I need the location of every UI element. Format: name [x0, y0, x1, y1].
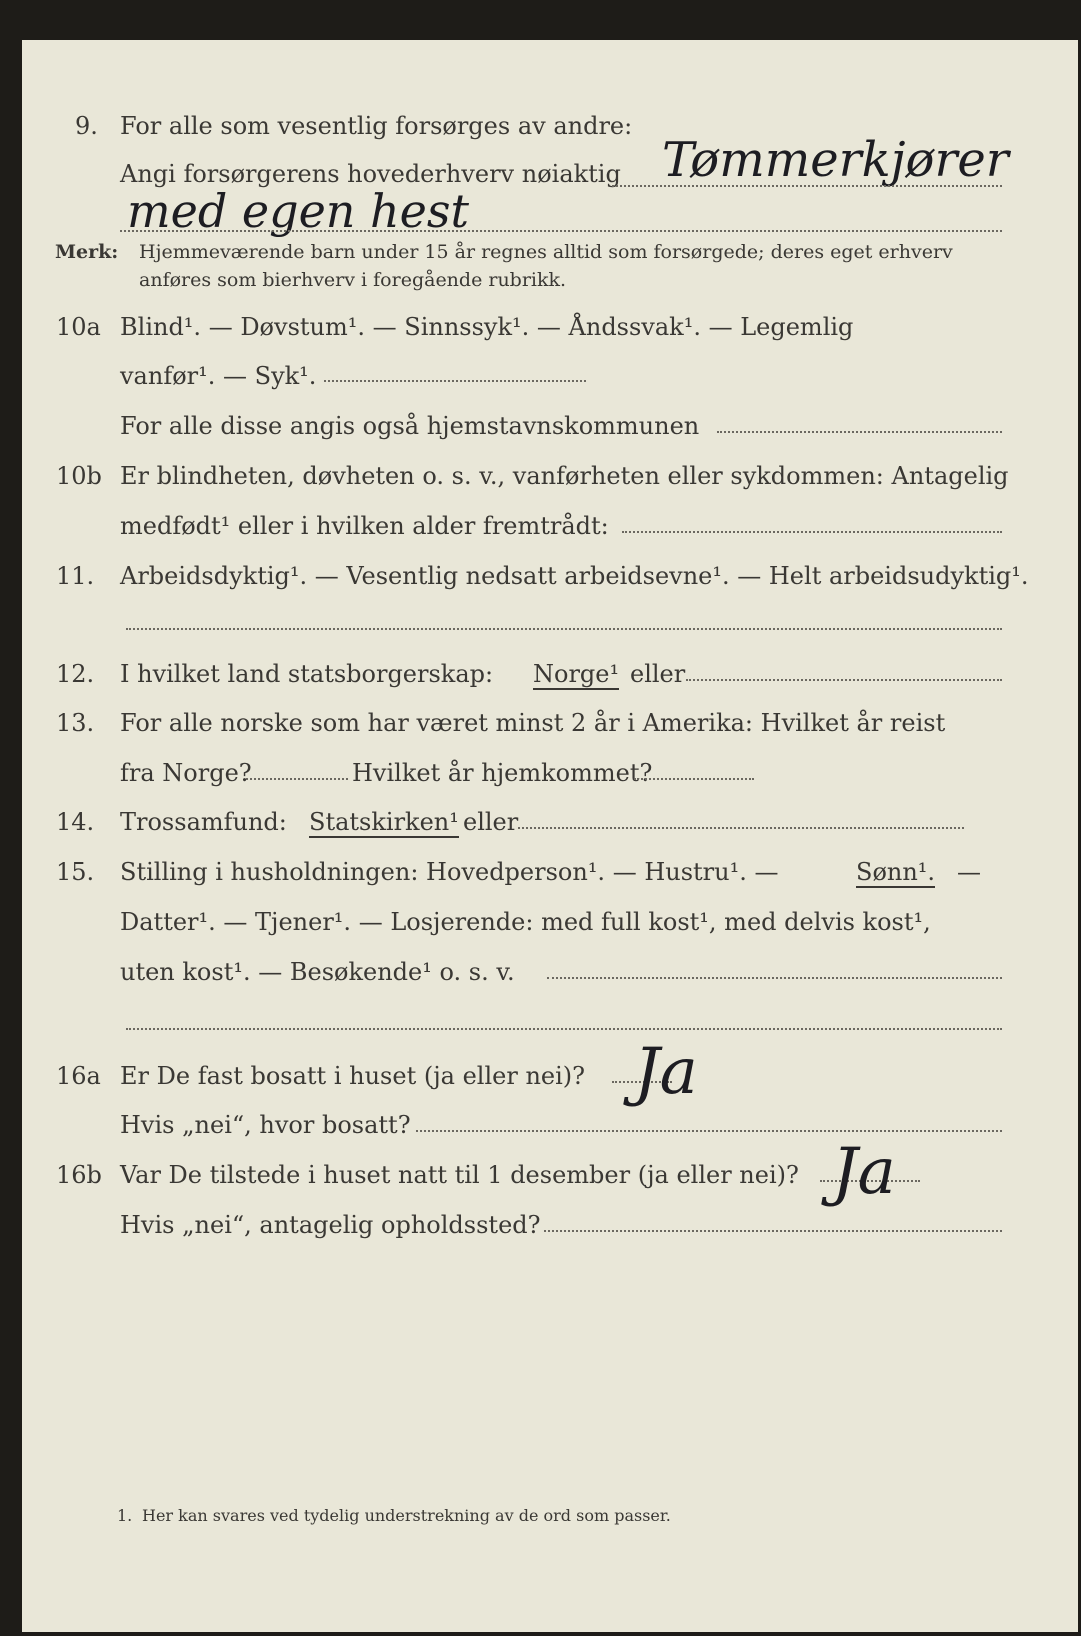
q16a-line1: Er De fast bosatt i huset (ja eller nei)?	[120, 1062, 586, 1090]
q15-line1a: Stilling i husholdningen: Hovedperson¹. — Hustru¹. —	[120, 858, 779, 886]
q14-number: 14.	[56, 808, 95, 836]
merk-label: Merk:	[55, 241, 119, 263]
q9-dotted-line-1	[612, 185, 1002, 187]
footnote-mark: 1.	[117, 1506, 133, 1525]
q10b-line2: medfødt¹ eller i hvilken alder fremtrådt:	[120, 512, 609, 540]
q15-line3: uten kost¹. — Besøkende¹ o. s. v.	[120, 958, 515, 986]
q11-number: 11.	[56, 562, 95, 590]
q12-choice-norge: Norge¹	[533, 660, 620, 688]
q16a-line2: Hvis „nei“, hvor bosatt?	[120, 1111, 411, 1139]
q9-line1: For alle som vesentlig forsørges av andre:	[120, 112, 633, 140]
footnote-text: Her kan svares ved tydelig understrekning av de ord som passer.	[142, 1506, 671, 1525]
q12-dotted-line	[686, 679, 1002, 681]
q13-line1: For alle norske som har været minst 2 år i Amerika: Hvilket år reist	[120, 709, 946, 737]
q9-dotted-line-2	[120, 230, 1002, 232]
q9-number: 9.	[75, 112, 98, 140]
q13-line2a: fra Norge?	[120, 759, 252, 787]
q11-dotted-line	[126, 628, 1002, 630]
q16a-number: 16a	[56, 1062, 101, 1090]
q13-line2b: Hvilket år hjemkommet?	[352, 759, 653, 787]
q10b-line1: Er blindheten, døvheten o. s. v., vanførheten eller sykdommen: Antagelig	[120, 462, 1009, 490]
q14-dotted-line	[518, 827, 964, 829]
q15-number: 15.	[56, 858, 95, 886]
q10a-line1: Blind¹. — Døvstum¹. — Sinnssyk¹. — Åndssvak¹. — Legemlig	[120, 313, 854, 341]
q13-dotted-line-2	[634, 778, 754, 780]
q14-choice-statskirken: Statskirken¹	[309, 808, 459, 836]
merk-line2: anføres som bierhverv i foregående rubrikk.	[139, 269, 567, 291]
q12-tail: eller	[630, 660, 686, 688]
q10a-dotted-line-1	[324, 380, 586, 382]
q14-tail: eller	[463, 808, 519, 836]
q10b-dotted-line	[622, 531, 1002, 533]
q16b-dotted-line-2	[544, 1230, 1002, 1232]
q16b-number: 16b	[56, 1161, 102, 1189]
q13-number: 13.	[56, 709, 95, 737]
q15-line2: Datter¹. — Tjener¹. — Losjerende: med full kost¹, med delvis kost¹,	[120, 908, 931, 936]
q9-line2: Angi forsørgerens hovederhverv nøiaktig	[120, 160, 621, 188]
q14-text: Trossamfund:	[120, 808, 287, 836]
merk-line1: Hjemmeværende barn under 15 år regnes alltid som forsørgede; deres eget erhverv	[139, 241, 953, 263]
q15-line1b: —	[957, 858, 981, 886]
q12-number: 12.	[56, 660, 95, 688]
q9-handwritten-answer-line1: Tømmerkjører	[662, 132, 1009, 188]
q15-dotted-line-1	[547, 977, 1002, 979]
q12-text: I hvilket land statsborgerskap:	[120, 660, 494, 688]
q15-dotted-line-2	[126, 1028, 1002, 1030]
q16a-dotted-line-2	[416, 1130, 1002, 1132]
q10b-number: 10b	[56, 462, 102, 490]
q16b-handwritten-answer: Ja	[832, 1135, 896, 1209]
q16a-handwritten-answer: Ja	[634, 1035, 698, 1109]
q16b-line1: Var De tilstede i huset natt til 1 desember (ja eller nei)?	[120, 1161, 799, 1189]
q10a-line2: vanfør¹. — Syk¹.	[120, 362, 317, 390]
q10a-line3: For alle disse angis også hjemstavnskommunen	[120, 412, 700, 440]
form-page	[22, 40, 1078, 1632]
q16b-line2: Hvis „nei“, antagelig opholdssted?	[120, 1211, 541, 1239]
q10a-dotted-line-2	[717, 431, 1002, 433]
q13-dotted-line-1	[246, 778, 348, 780]
q15-choice-sonn: Sønn¹.	[856, 858, 936, 886]
q9-handwritten-answer-line2: med egen hest	[127, 184, 469, 238]
q10a-number: 10a	[56, 313, 101, 341]
q11-line1: Arbeidsdyktig¹. — Vesentlig nedsatt arbeidsevne¹. — Helt arbeidsudyktig¹.	[120, 562, 1029, 590]
